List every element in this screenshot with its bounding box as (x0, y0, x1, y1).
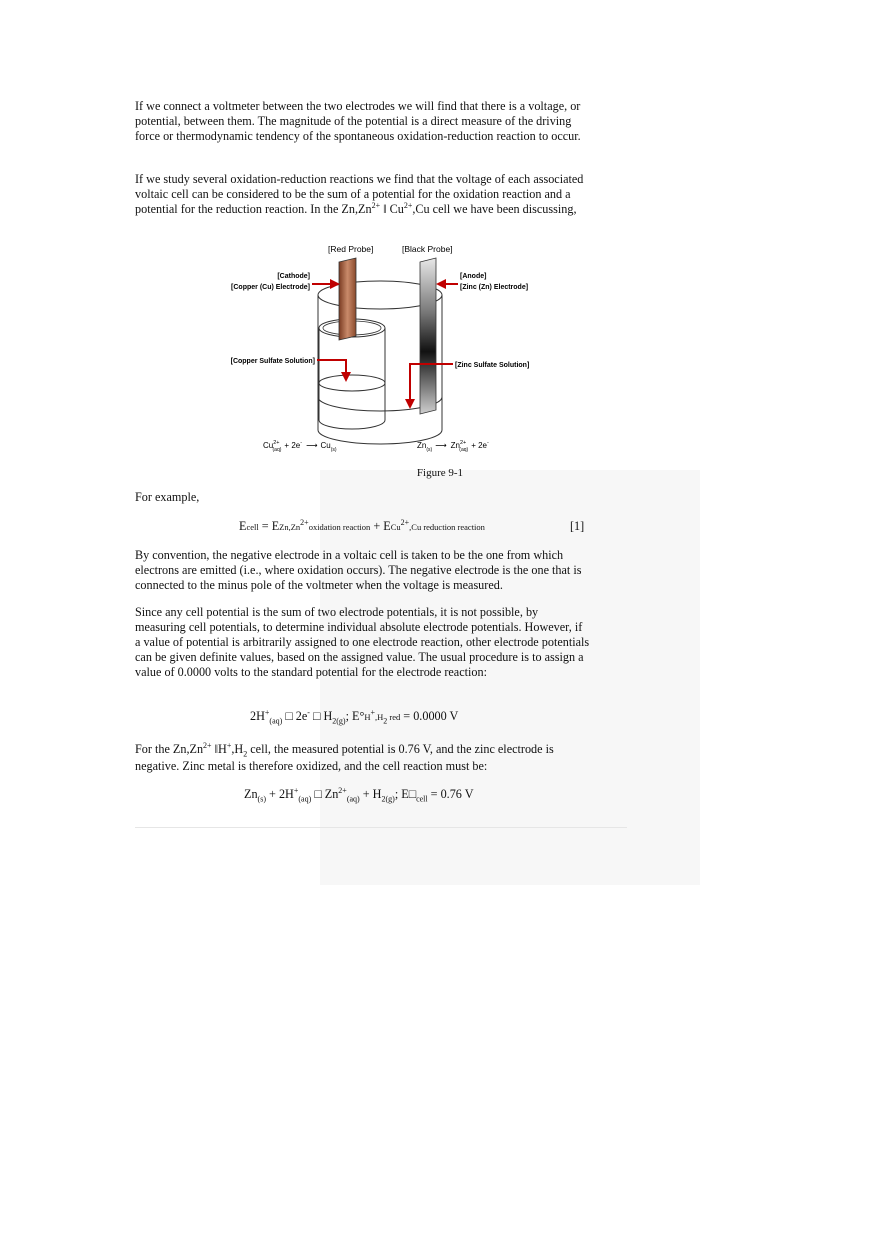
paragraph-several-reactions: If we study several oxidation-reduction reactions we find that the voltage of each associated voltaic cell can be considered to be the sum of a potential for the oxidation reaction and a potential for the reduction reaction. In the $Zn,Zn^{2+}$ ‖ $Cu^{2+},Cu$ cell we have been discussing, (135, 172, 584, 216)
copper-solution-label: [Copper Sulfate Solution] (230, 358, 315, 365)
equation-1-number: [1] (570, 519, 585, 533)
voltaic-cell-figure (215, 240, 555, 458)
copper-electrode-label: [Copper (Cu) Electrode] (231, 284, 310, 291)
red-probe-label: [Red Probe] (328, 244, 374, 254)
equation-3: $Zn_{(s)} + 2H^+_{(aq)}$ □ $Zn^{2+}_{(aq)} + H_{2(g)}$; $E□_{cell} = 0.76$ V (244, 785, 474, 804)
paragraph-zinc-hydrogen: For the $Zn,Zn^{2+}$ $‖H^+,H_2$ cell, the measured potential is 0.76 V, and the zinc electrode is negative. Zinc metal is therefore oxidized, and the cell reaction must be: (135, 740, 554, 773)
figure-caption: Figure 9-1 (416, 467, 464, 479)
cathode-label: [Cathode] (277, 273, 310, 280)
black-probe-label: [Black Probe] (402, 244, 453, 254)
divider (135, 827, 627, 828)
equation-2: $2H^+_{(aq)}$ □ 2e- □ $H_{2(g)}$; $E^\circ H^+,H_2$ red = 0.0000 V (250, 707, 459, 726)
zinc-solution-label: [Zinc Sulfate Solution] (455, 362, 530, 369)
paragraph-cell-potential: Since any cell potential is the sum of two electrode potentials, it is not possible, by measuring cell potentials, to determine individual absolute electrode potentials. However, if a value of potential is arbitrarily assigned to one electrode reaction, other electrode potentials can be given definite values, based on the assigned value. The usual procedure is to assign a value of 0.0000 volts to the standard potential for the electrode reaction: (135, 605, 590, 679)
copper-electrode (339, 258, 356, 340)
copper-half-reaction: $Cu^{2+}$ (aq) + 2e- ⟶ $Cu_{(s)}$ (263, 440, 337, 453)
for-example-text: For example, (135, 490, 200, 504)
paragraph-voltmeter: If we connect a voltmeter between the two electrodes we will find that there is a voltage, or potential, between them. The magnitude of the potential is a direct measure of the driving force or thermodynamic tendency of the spontaneous oxidation-reduction reaction to occur. (135, 99, 581, 143)
equation-1: Ecell = $EZn,Zn^{2+}oxidation$ reaction + ECu$^{2+}$,Cu reduction reaction (239, 517, 485, 533)
zinc-electrode-label: [Zinc (Zn) Electrode] (460, 284, 529, 291)
anode-label: [Anode] (460, 273, 487, 280)
paragraph-convention: By convention, the negative electrode in a voltaic cell is taken to be the one from which electrons are emitted (i.e., where oxidation occurs). The negative electrode is the one that is connected to the minus pole of the voltmeter when the voltage is measured. (135, 548, 582, 592)
zinc-half-reaction: $Zn_{(s)}$ ⟶ $Zn^{2+}$ (aq) + 2e- (417, 440, 489, 453)
zinc-electrode (420, 258, 436, 414)
